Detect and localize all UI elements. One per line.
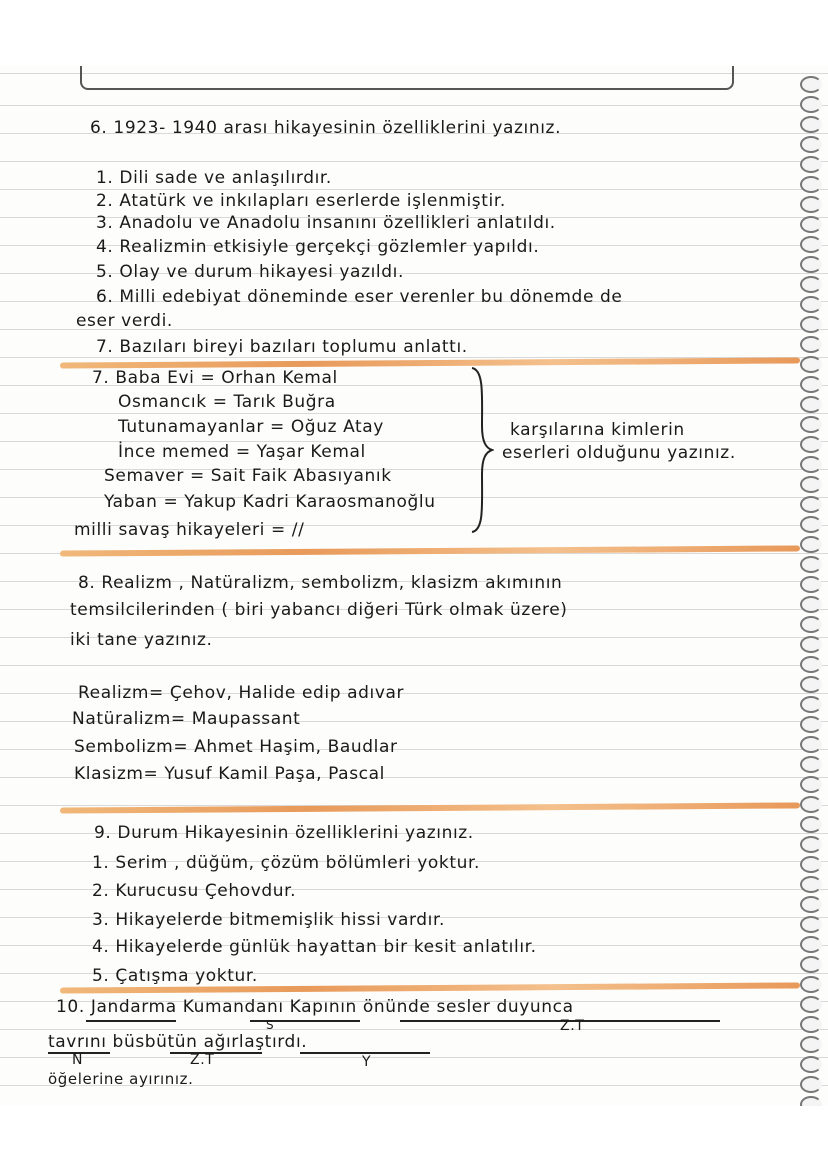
mark-y: Y: [362, 1054, 372, 1070]
question-10-line-2: tavrını büsbütün ağırlaştırdı.: [48, 1032, 308, 1052]
spiral-ring: [800, 436, 822, 453]
spiral-ring: [800, 536, 822, 553]
spiral-ring: [800, 316, 822, 333]
spiral-ring: [800, 256, 822, 273]
spiral-ring: [800, 416, 822, 433]
spiral-ring: [800, 296, 822, 313]
spiral-ring: [800, 396, 822, 413]
spiral-ring: [800, 1016, 822, 1033]
q7-item-4: İnce memed = Yaşar Kemal: [118, 442, 366, 462]
spiral-ring: [800, 796, 822, 813]
spiral-ring: [800, 476, 822, 493]
spiral-ring: [800, 516, 822, 533]
spiral-ring: [800, 496, 822, 513]
spiral-ring: [800, 76, 822, 93]
spiral-ring: [800, 756, 822, 773]
q7-item-7: milli savaş hikayeleri = //: [74, 520, 305, 540]
answer-8-4: Klasizm= Yusuf Kamil Paşa, Pascal: [74, 764, 385, 784]
spiral-ring: [800, 236, 822, 253]
q7-instruction-2: eserleri olduğunu yazınız.: [502, 443, 736, 463]
q7-instruction-1: karşılarına kimlerin: [510, 420, 685, 440]
mark-n: N: [72, 1052, 84, 1068]
spiral-binding: [758, 66, 828, 1106]
answer-6-4: 4. Realizmin etkisiyle gerçekçi gözlemler yapıldı.: [96, 237, 540, 257]
spiral-ring: [800, 96, 822, 113]
q7-item-1: 7. Baba Evi = Orhan Kemal: [92, 368, 338, 388]
answer-6-6-cont: eser verdi.: [76, 311, 173, 331]
spiral-ring: [800, 556, 822, 573]
question-8-line-3: iki tane yazınız.: [70, 630, 213, 650]
spiral-ring: [800, 636, 822, 653]
spiral-ring: [800, 856, 822, 873]
mark-zt-2: Z.T: [190, 1052, 215, 1068]
answer-9-2: 2. Kurucusu Çehovdur.: [92, 881, 297, 901]
answer-6-7: 7. Bazıları bireyi bazıları toplumu anlattı.: [96, 337, 468, 357]
spiral-ring: [800, 816, 822, 833]
spiral-ring: [800, 596, 822, 613]
spiral-ring: [800, 216, 822, 233]
spiral-ring: [800, 736, 822, 753]
answer-8-1: Realizm= Çehov, Halide edip adıvar: [78, 683, 405, 703]
answer-6-5: 5. Olay ve durum hikayesi yazıldı.: [96, 262, 404, 282]
spiral-ring: [800, 616, 822, 633]
answer-6-2: 2. Atatürk ve inkılapları eserlerde işlenmiştir.: [96, 191, 506, 211]
question-8-line-2: temsilcilerinden ( biri yabancı diğeri Türk olmak üzere): [70, 600, 568, 620]
spiral-ring: [800, 696, 822, 713]
answer-8-2: Natüralizm= Maupassant: [72, 709, 301, 729]
spiral-ring: [800, 876, 822, 893]
spiral-ring: [800, 456, 822, 473]
answer-9-4: 4. Hikayelerde günlük hayattan bir kesit anlatılır.: [92, 937, 537, 957]
question-8-line-1: 8. Realizm , Natüralizm, sembolizm, klasizm akımının: [78, 573, 563, 593]
curly-brace: [470, 366, 494, 534]
spiral-ring: [800, 356, 822, 373]
spiral-ring: [800, 896, 822, 913]
spiral-ring: [800, 336, 822, 353]
spiral-ring: [800, 576, 822, 593]
spiral-ring: [800, 376, 822, 393]
q7-item-6: Yaban = Yakup Kadri Karaosmanoğlu: [104, 492, 436, 512]
question-9: 9. Durum Hikayesinin özelliklerini yazınız.: [94, 823, 474, 843]
spiral-ring: [800, 276, 822, 293]
answer-9-3: 3. Hikayelerde bitmemişlik hissi vardır.: [92, 910, 446, 930]
spiral-ring: [800, 956, 822, 973]
q7-item-2: Osmancık = Tarık Buğra: [118, 392, 336, 412]
question-10-line-3: öğelerine ayırınız.: [48, 1070, 194, 1088]
spiral-ring: [800, 996, 822, 1013]
answer-8-3: Sembolizm= Ahmet Haşim, Baudlar: [74, 737, 398, 757]
question-10-line-1: 10. Jandarma Kumandanı Kapının önünde sesler duyunca: [56, 997, 574, 1017]
question-6: 6. 1923- 1940 arası hikayesinin özelliklerini yazınız.: [90, 118, 562, 138]
spiral-ring: [800, 976, 822, 993]
answer-9-1: 1. Serim , düğüm, çözüm bölümleri yoktur.: [92, 853, 480, 873]
spiral-ring: [800, 776, 822, 793]
header-box: [80, 66, 734, 90]
spiral-ring: [800, 196, 822, 213]
q7-item-3: Tutunamayanlar = Oğuz Atay: [118, 417, 384, 437]
spiral-ring: [800, 1096, 822, 1106]
underline-jandarma: [86, 1020, 176, 1022]
spiral-ring: [800, 836, 822, 853]
spiral-ring: [800, 156, 822, 173]
spiral-ring: [800, 676, 822, 693]
spiral-ring: [800, 1076, 822, 1093]
spiral-ring: [800, 1056, 822, 1073]
spiral-ring: [800, 936, 822, 953]
answer-6-6: 6. Milli edebiyat döneminde eser verenler bu dönemde de: [96, 287, 623, 307]
spiral-ring: [800, 176, 822, 193]
answer-6-1: 1. Dili sade ve anlaşılırdır.: [96, 168, 332, 188]
mark-zt-1: Z.T: [560, 1018, 585, 1034]
q7-item-5: Semaver = Sait Faik Abasıyanık: [104, 466, 392, 486]
spiral-ring: [800, 136, 822, 153]
spiral-ring: [800, 116, 822, 133]
answer-9-5: 5. Çatışma yoktur.: [92, 966, 258, 986]
underline-busbutun: [170, 1052, 262, 1054]
answer-6-3: 3. Anadolu ve Anadolu insanını özellikleri anlatıldı.: [96, 213, 556, 233]
mark-s: S: [266, 1018, 275, 1032]
spiral-ring: [800, 716, 822, 733]
spiral-ring: [800, 1036, 822, 1053]
spiral-ring: [800, 916, 822, 933]
spiral-ring: [800, 656, 822, 673]
